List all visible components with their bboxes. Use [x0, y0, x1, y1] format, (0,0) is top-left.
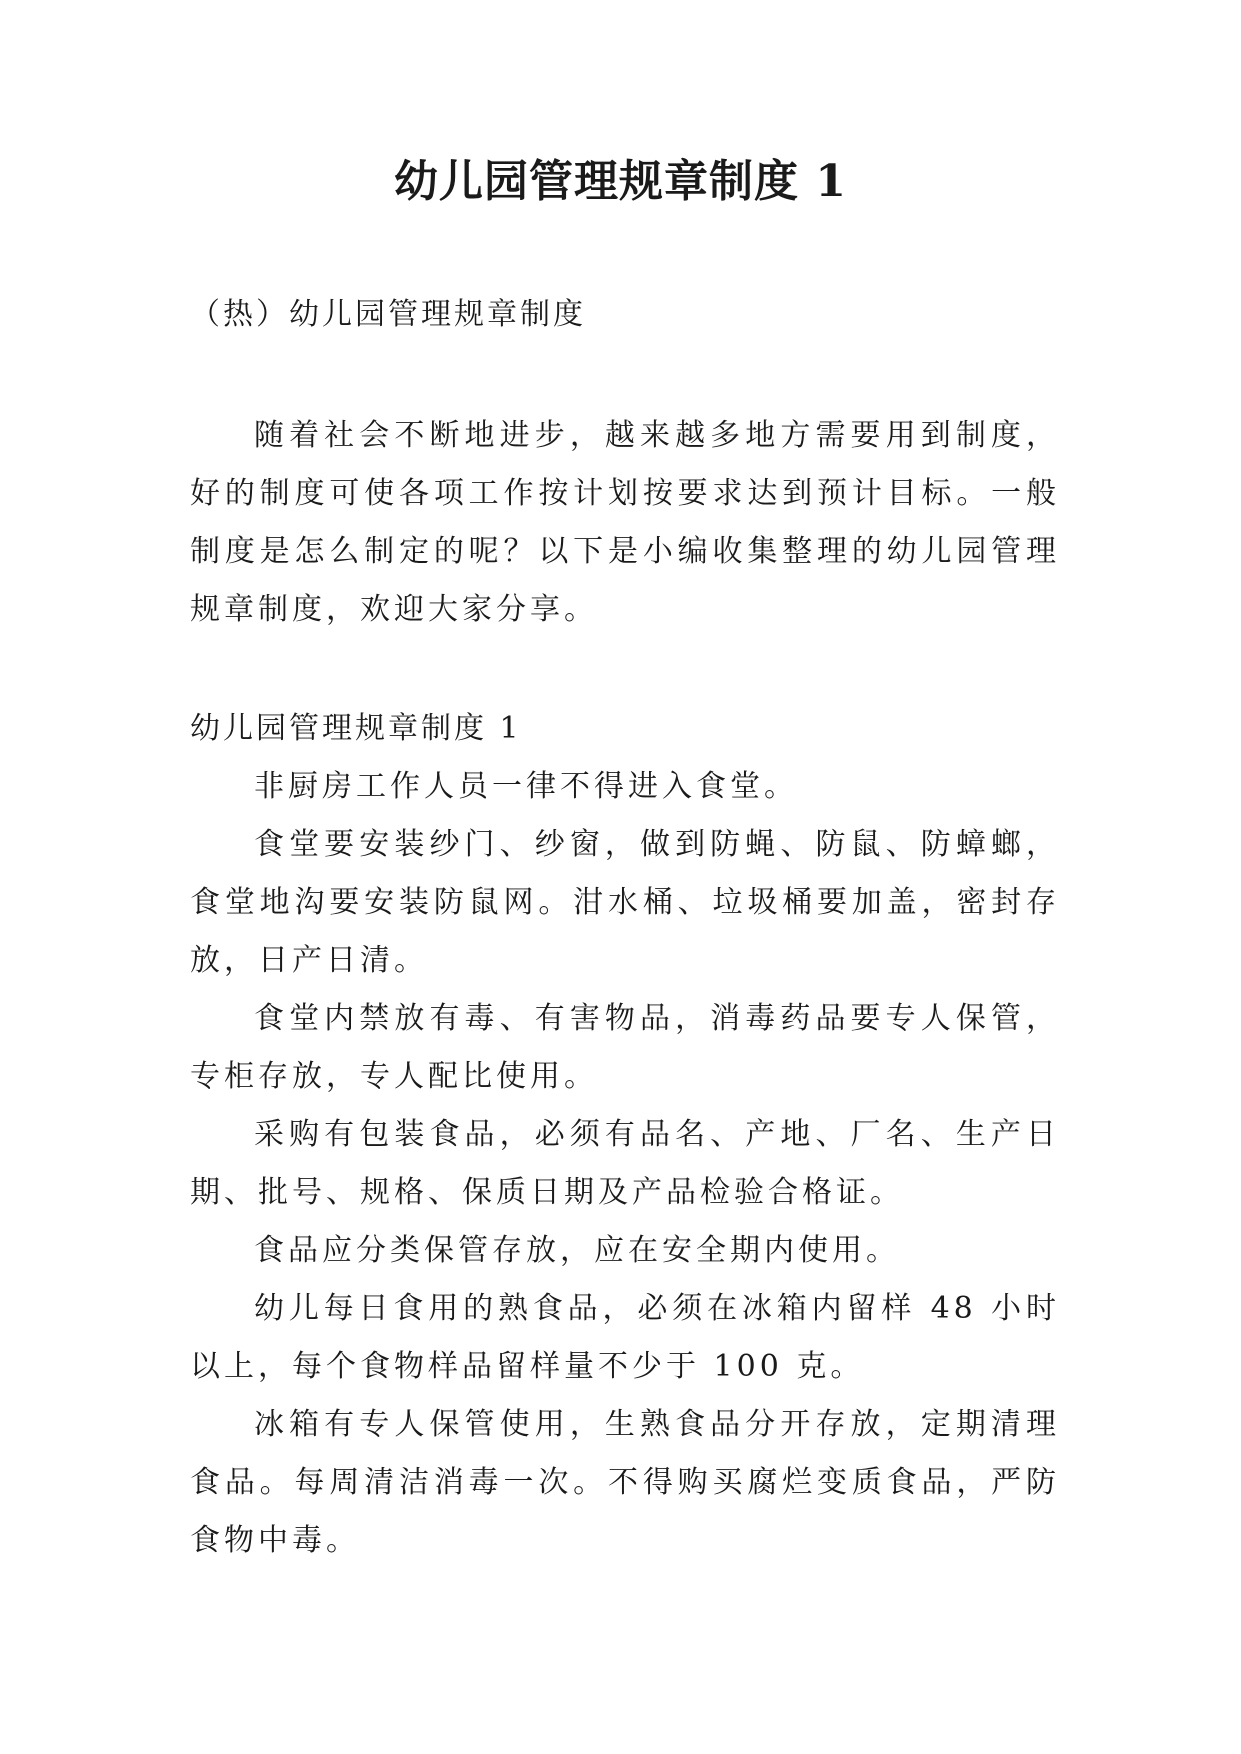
document-title: 幼儿园管理规章制度 1	[394, 156, 847, 207]
paragraph-4: 采购有包装食品，必须有品名、产地、厂名、生产日期、批号、规格、保质日期及产品检验合格证。	[190, 1117, 1060, 1210]
section-heading: 幼儿园管理规章制度 1	[190, 711, 522, 746]
document-subtitle: （热）幼儿园管理规章制度	[190, 297, 586, 332]
paragraph-6: 幼儿每日食用的熟食品，必须在冰箱内留样 48 小时以上，每个食物样品留样量不少于 100 克。	[190, 1291, 1060, 1384]
paragraph-7: 冰箱有专人保管使用，生熟食品分开存放，定期清理食品。每周清洁消毒一次。不得购买腐烂变质食品，严防食物中毒。	[190, 1407, 1060, 1558]
intro-block	[190, 407, 1060, 639]
paragraph-2: 食堂要安装纱门、纱窗，做到防蝇、防鼠、防蟑螂，食堂地沟要安装防鼠网。泔水桶、垃圾桶要加盖，密封存放，日产日清。	[190, 827, 1060, 978]
section-block	[190, 700, 1060, 1570]
paragraph-5: 食品应分类保管存放，应在安全期内使用。	[254, 1233, 900, 1268]
paragraph-1: 非厨房工作人员一律不得进入食堂。	[254, 769, 798, 804]
intro-paragraph: 随着社会不断地进步，越来越多地方需要用到制度，好的制度可使各项工作按计划按要求达到预计目标。一般制度是怎么制定的呢？以下是小编收集整理的幼儿园管理规章制度，欢迎大家分享。	[190, 418, 1060, 627]
paragraph-3: 食堂内禁放有毒、有害物品，消毒药品要专人保管，专柜存放，专人配比使用。	[190, 1001, 1060, 1094]
